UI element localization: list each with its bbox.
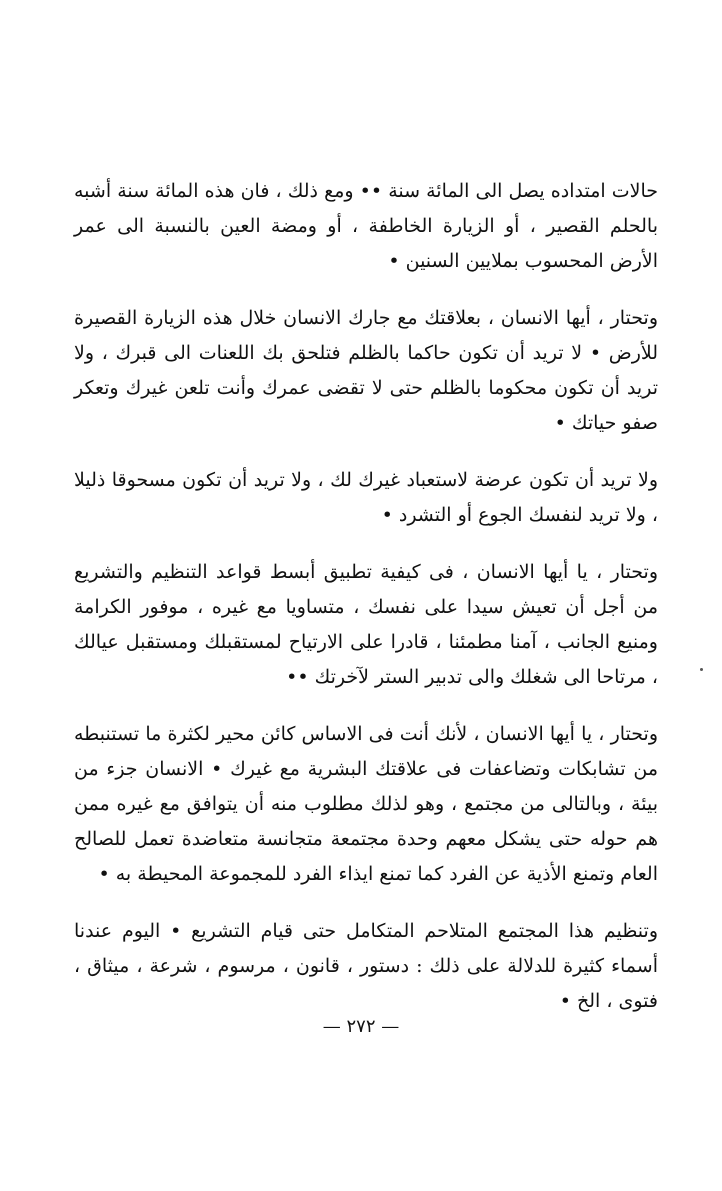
body-text [74, 174, 658, 1041]
paragraph-4: وتحتار ، يا أيها الانسان ، فى كيفية تطبيق أبسط قواعد التنظيم والتشريع من أجل أن تعيش سيدا على نفسك ، متساويا مع غيره ، موفور الكرامة ومنيع الجانب ، آمنا مطمئنا ، قادرا على الارتياح لمستقبلك ومستقبل عيالك ، مرتاحا الى شغلك والى تدبير الستر لآخرتك •• [74, 561, 658, 688]
page-number: — ٢٧٢ — [322, 1016, 400, 1037]
paragraph-5: وتحتار ، يا أيها الانسان ، لأنك أنت فى الاساس كائن محير لكثرة ما تستنبطه من تشابكات وتضاعفات فى علاقتك البشرية مع غيرك • الانسان جزء من بيئة ، وبالتالى من مجتمع ، وهو لذلك مطلوب منه أن يتوافق مع غيره ممن هم حوله حتى يشكل معهم وحدة مجتمعة متجانسة متعاضدة تعمل للصالح العام وتمنع الأذية عن الفرد كما تمنع ايذاء الفرد للمجموعة المحيطة به • [74, 723, 658, 885]
scan-speck [700, 668, 703, 671]
paragraph-2: وتحتار ، أيها الانسان ، بعلاقتك مع جارك الانسان خلال هذه الزيارة القصيرة للأرض • لا تريد أن تكون حاكما بالظلم فتلحق بك اللعنات الى قبرك ، ولا تريد أن تكون محكوما بالظلم حتى لا تقضى عمرك وأنت تلعن غيرك وتعكر صفو حياتك • [74, 307, 658, 434]
paragraph-3: ولا تريد أن تكون عرضة لاستعباد غيرك لك ، ولا تريد أن تكون مسحوقا ذليلا ، ولا تريد لنفسك الجوع أو التشرد • [74, 469, 658, 526]
paragraph-6: وتنظيم هذا المجتمع المتلاحم المتكامل حتى قيام التشريع • اليوم عندنا أسماء كثيرة للدلالة على ذلك : دستور ، قانون ، مرسوم ، شرعة ، ميثاق ، فتوى ، الخ • [74, 920, 658, 1012]
paragraph-1: حالات امتداده يصل الى المائة سنة •• ومع ذلك ، فان هذه المائة سنة أشبه بالحلم القصير ، أو الزيارة الخاطفة ، أو ومضة العين بالنسبة الى عمر الأرض المحسوب بملايين السنين • [74, 180, 658, 272]
